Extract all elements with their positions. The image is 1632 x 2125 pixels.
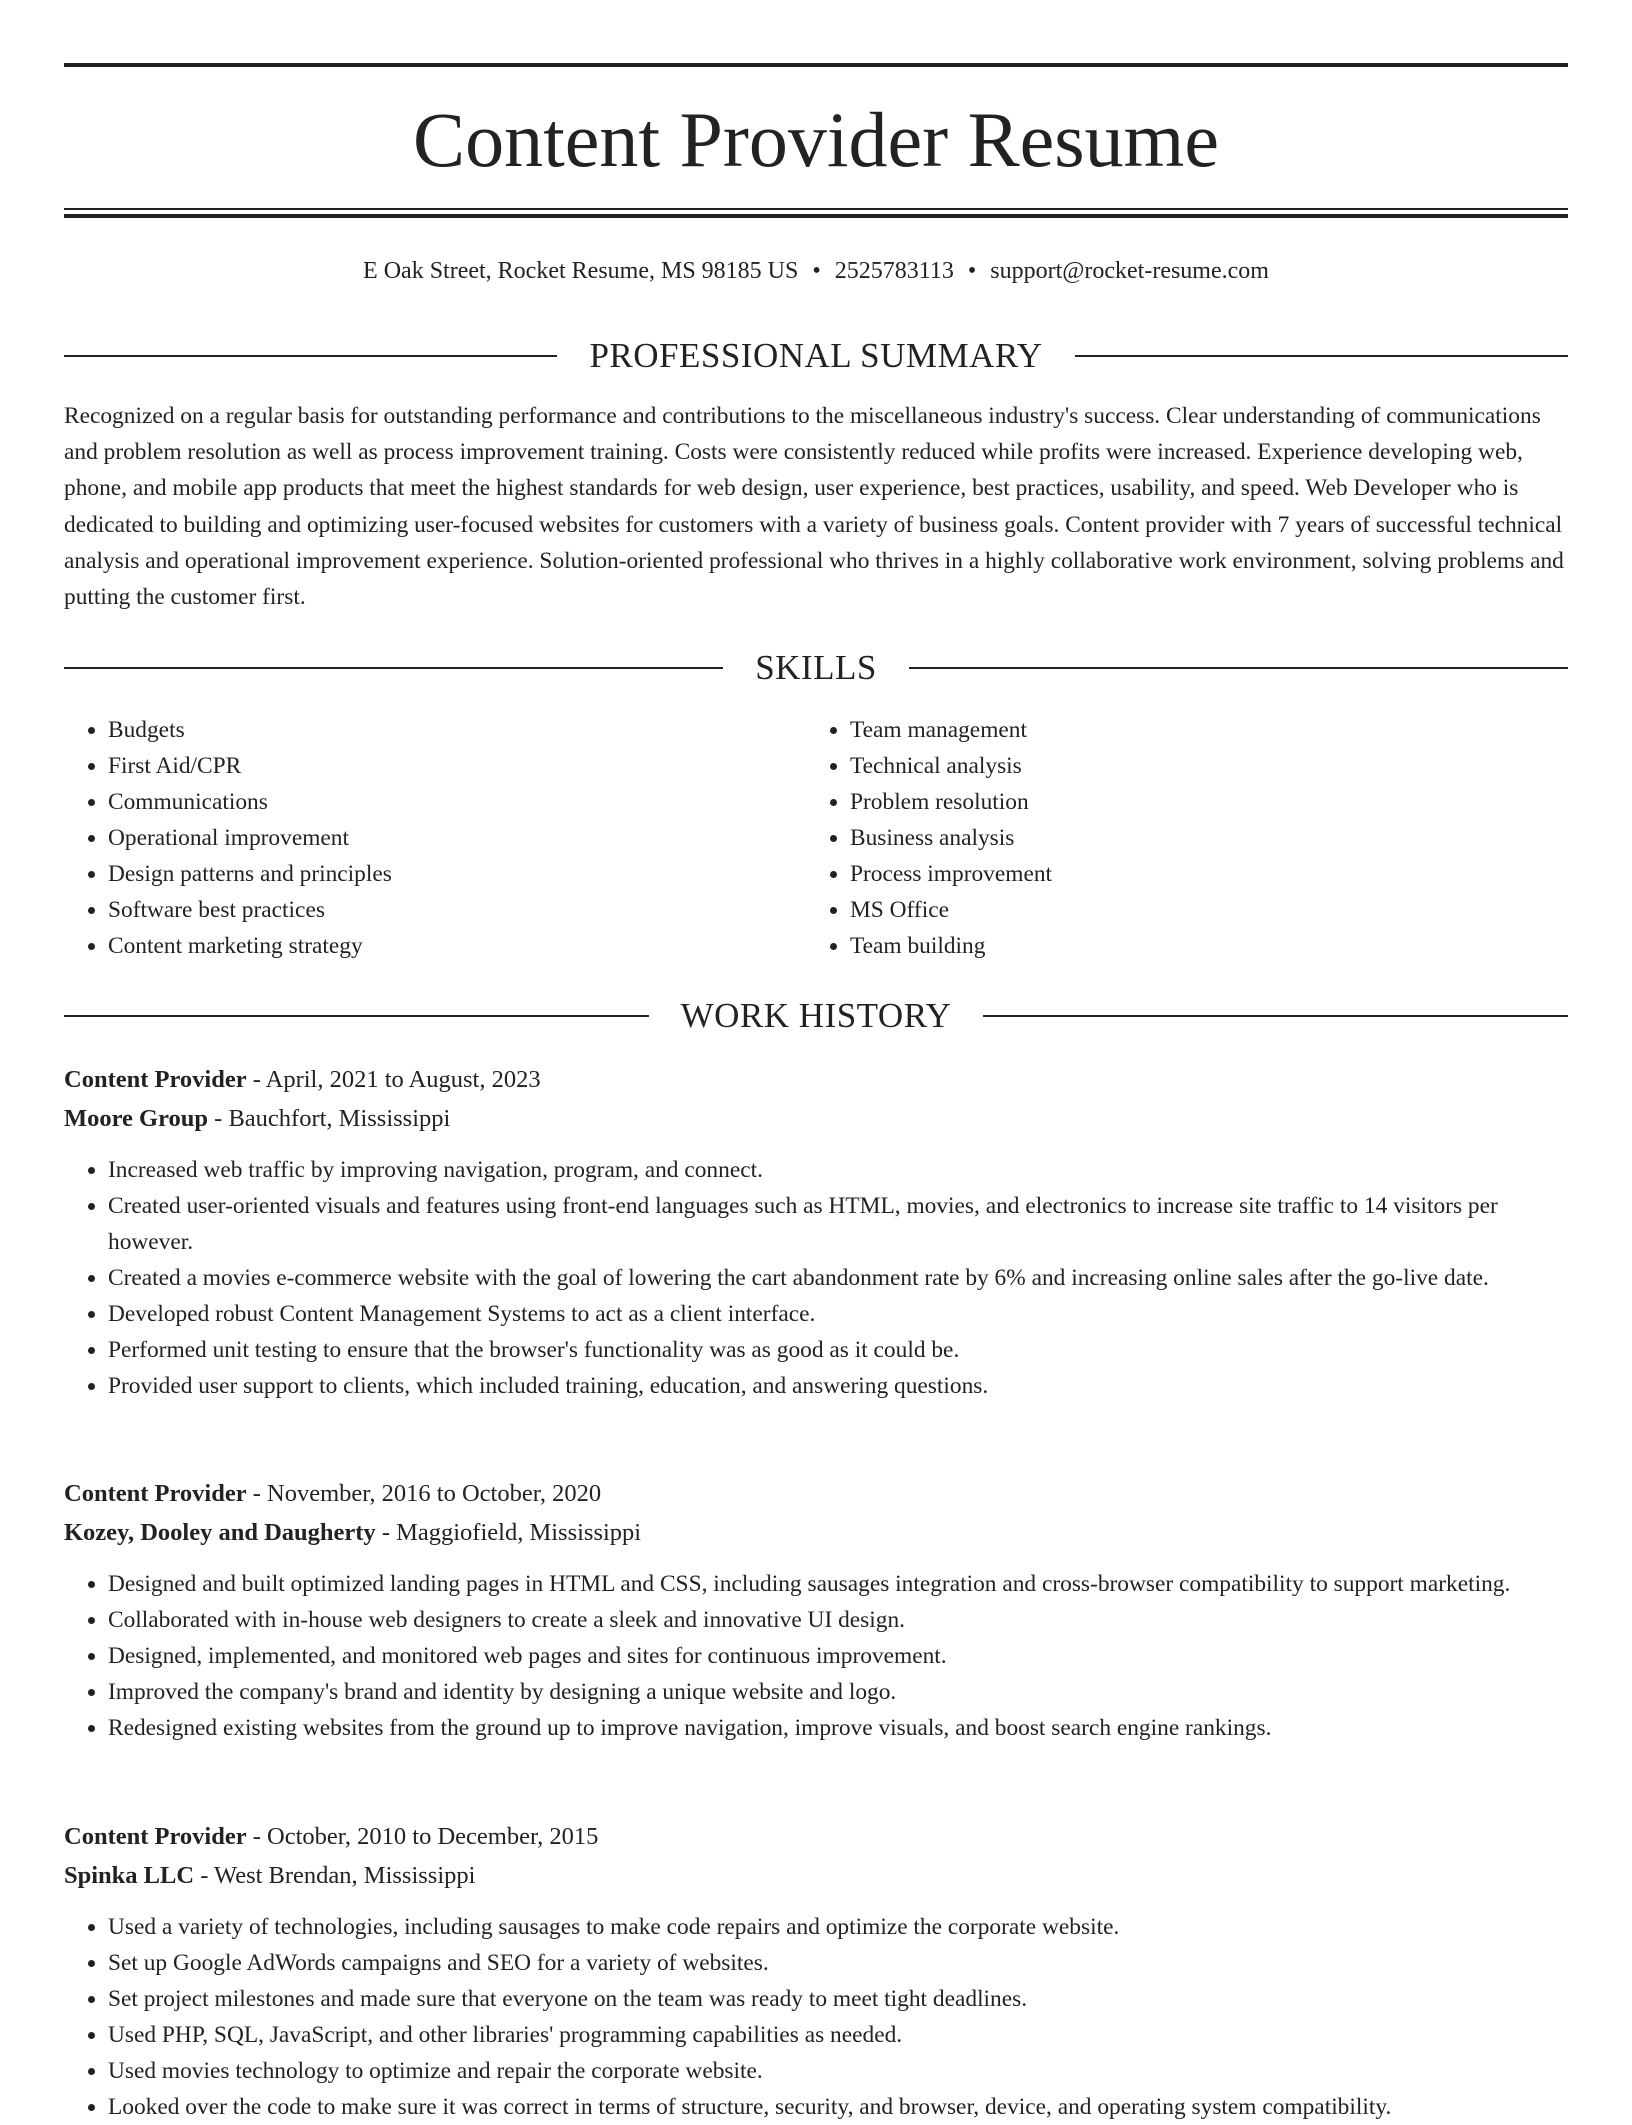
job-role: Content Provider: [64, 1066, 247, 1093]
job-role: Content Provider: [64, 1480, 247, 1507]
job-location: - Bauchfort, Mississippi: [208, 1105, 451, 1132]
job-title-line: [64, 1060, 1568, 1099]
page-title: Content Provider Resume: [413, 96, 1219, 183]
job-bullet: • Designed, implemented, and monitored web pages and sites for continuous improvement.: [108, 1638, 1568, 1674]
work-heading-label: WORK HISTORY: [680, 996, 952, 1035]
job-company-line: [64, 1099, 1568, 1138]
skill-item: • Software best practices: [108, 892, 806, 928]
job-bullet: • Used a variety of technologies, including sausages to make code repairs and optimize the corporate website.: [108, 1909, 1568, 1945]
skill-item: • Operational improvement: [108, 820, 806, 856]
contact-line: [64, 254, 1568, 288]
job-company-line: [64, 1856, 1568, 1895]
job-dates: - October, 2010 to December, 2015: [246, 1823, 599, 1850]
skill-item: • Process improvement: [850, 856, 1548, 892]
job-bullet: • Performed unit testing to ensure that the browser's functionality was as good as it could be.: [108, 1332, 1568, 1368]
summary-heading-label: PROFESSIONAL SUMMARY: [589, 336, 1043, 375]
contact-phone: 2525783113: [834, 258, 954, 284]
skill-item: • Technical analysis: [850, 748, 1548, 784]
skill-item: • Team building: [850, 928, 1548, 964]
job-bullet: • Provided user support to clients, which included training, education, and answering questions.: [108, 1368, 1568, 1404]
work-heading: [64, 994, 1568, 1038]
contact-separator: •: [967, 258, 977, 284]
job-entry: [64, 1474, 1568, 1746]
job-bullet: • Collaborated with in-house web designers to create a sleek and innovative UI design.: [108, 1602, 1568, 1638]
skill-item: • MS Office: [850, 892, 1548, 928]
top-rule: [64, 63, 1568, 67]
skill-item: • First Aid/CPR: [108, 748, 806, 784]
job-bullets: [64, 1152, 1568, 1404]
skill-item: • Problem resolution: [850, 784, 1548, 820]
job-company: Kozey, Dooley and Daugherty: [64, 1519, 376, 1546]
job-bullet: • Created user-oriented visuals and features using front-end languages such as HTML, movies, and electronics to increase site traffic to 14 visitors per however.: [108, 1188, 1568, 1260]
job-dates: - November, 2016 to October, 2020: [246, 1480, 602, 1507]
job-bullet: • Looked over the code to make sure it was correct in terms of structure, security, and browser, device, and operating system compatibility.: [108, 2089, 1568, 2125]
job-role: Content Provider: [64, 1823, 247, 1850]
job-bullet: • Set project milestones and made sure that everyone on the team was ready to meet tight deadlines.: [108, 1981, 1568, 2017]
job-dates: - April, 2021 to August, 2023: [246, 1066, 541, 1093]
job-bullet: • Improved the company's brand and identity by designing a unique website and logo.: [108, 1674, 1568, 1710]
job-bullets: [64, 1566, 1568, 1746]
heading-rule: [909, 667, 1568, 669]
heading-rule: [1075, 355, 1568, 357]
heading-rule: [64, 355, 557, 357]
job-bullet: • Increased web traffic by improving navigation, program, and connect.: [108, 1152, 1568, 1188]
job-bullet: • Used movies technology to optimize and repair the corporate website.: [108, 2053, 1568, 2089]
summary-text: Recognized on a regular basis for outstanding performance and contributions to the miscellaneous industry's success. Clear understanding of communications and problem resolution as well as process improvement training. Costs were consistently reduced while profits were increased. Experience developing web, phone, and mobile app products that meet the highest standards for web design, user experience, best practices, usability, and speed. Web Developer who is dedicated to building and optimizing user-focused websites for customers with a variety of business goals. Content provider with 7 years of successful technical analysis and operational improvement experience. Solution-oriented professional who thrives in a highly collaborative work environment, solving problems and putting the customer first.: [64, 403, 1564, 611]
title-double-rule: [64, 208, 1568, 218]
job-company-line: [64, 1513, 1568, 1552]
job-bullet: • Developed robust Content Management Systems to act as a client interface.: [108, 1296, 1568, 1332]
heading-rule: [64, 1015, 649, 1017]
skill-item: • Budgets: [108, 712, 806, 748]
skills-heading: [64, 646, 1568, 690]
job-bullet: • Created a movies e-commerce website with the goal of lowering the cart abandonment rate by 6% and increasing online sales after the go-live date.: [108, 1260, 1568, 1296]
job-company: Moore Group: [64, 1105, 209, 1132]
job-entry: [64, 1817, 1568, 2125]
heading-rule: [983, 1015, 1568, 1017]
skills-column-right: [806, 712, 1548, 964]
heading-rule: [64, 667, 723, 669]
skill-item: • Content marketing strategy: [108, 928, 806, 964]
job-company: Spinka LLC: [64, 1862, 195, 1889]
skills-list: [64, 712, 1568, 964]
skill-item: • Business analysis: [850, 820, 1548, 856]
job-bullet: • Designed and built optimized landing pages in HTML and CSS, including sausages integration and cross-browser compatibility to support marketing.: [108, 1566, 1568, 1602]
skill-item: • Communications: [108, 784, 806, 820]
job-bullet: • Redesigned existing websites from the ground up to improve navigation, improve visuals, and boost search engine rankings.: [108, 1710, 1568, 1746]
job-entry: [64, 1060, 1568, 1404]
job-bullet: • Set up Google AdWords campaigns and SEO for a variety of websites.: [108, 1945, 1568, 1981]
job-bullets: [64, 1909, 1568, 2125]
skill-item: • Team management: [850, 712, 1548, 748]
job-bullet: • Used PHP, SQL, JavaScript, and other libraries' programming capabilities as needed.: [108, 2017, 1568, 2053]
skill-item: • Design patterns and principles: [108, 856, 806, 892]
skills-column-left: [64, 712, 806, 964]
job-title-line: [64, 1817, 1568, 1856]
summary-heading: [64, 334, 1568, 378]
skills-heading-label: SKILLS: [755, 648, 877, 687]
contact-address: E Oak Street, Rocket Resume, MS 98185 US: [363, 258, 799, 284]
contact-email: support@rocket-resume.com: [990, 258, 1269, 284]
job-location: - Maggiofield, Mississippi: [375, 1519, 642, 1546]
contact-separator: •: [812, 258, 821, 284]
job-title-line: [64, 1474, 1568, 1513]
job-location: - West Brendan, Mississippi: [194, 1862, 476, 1889]
